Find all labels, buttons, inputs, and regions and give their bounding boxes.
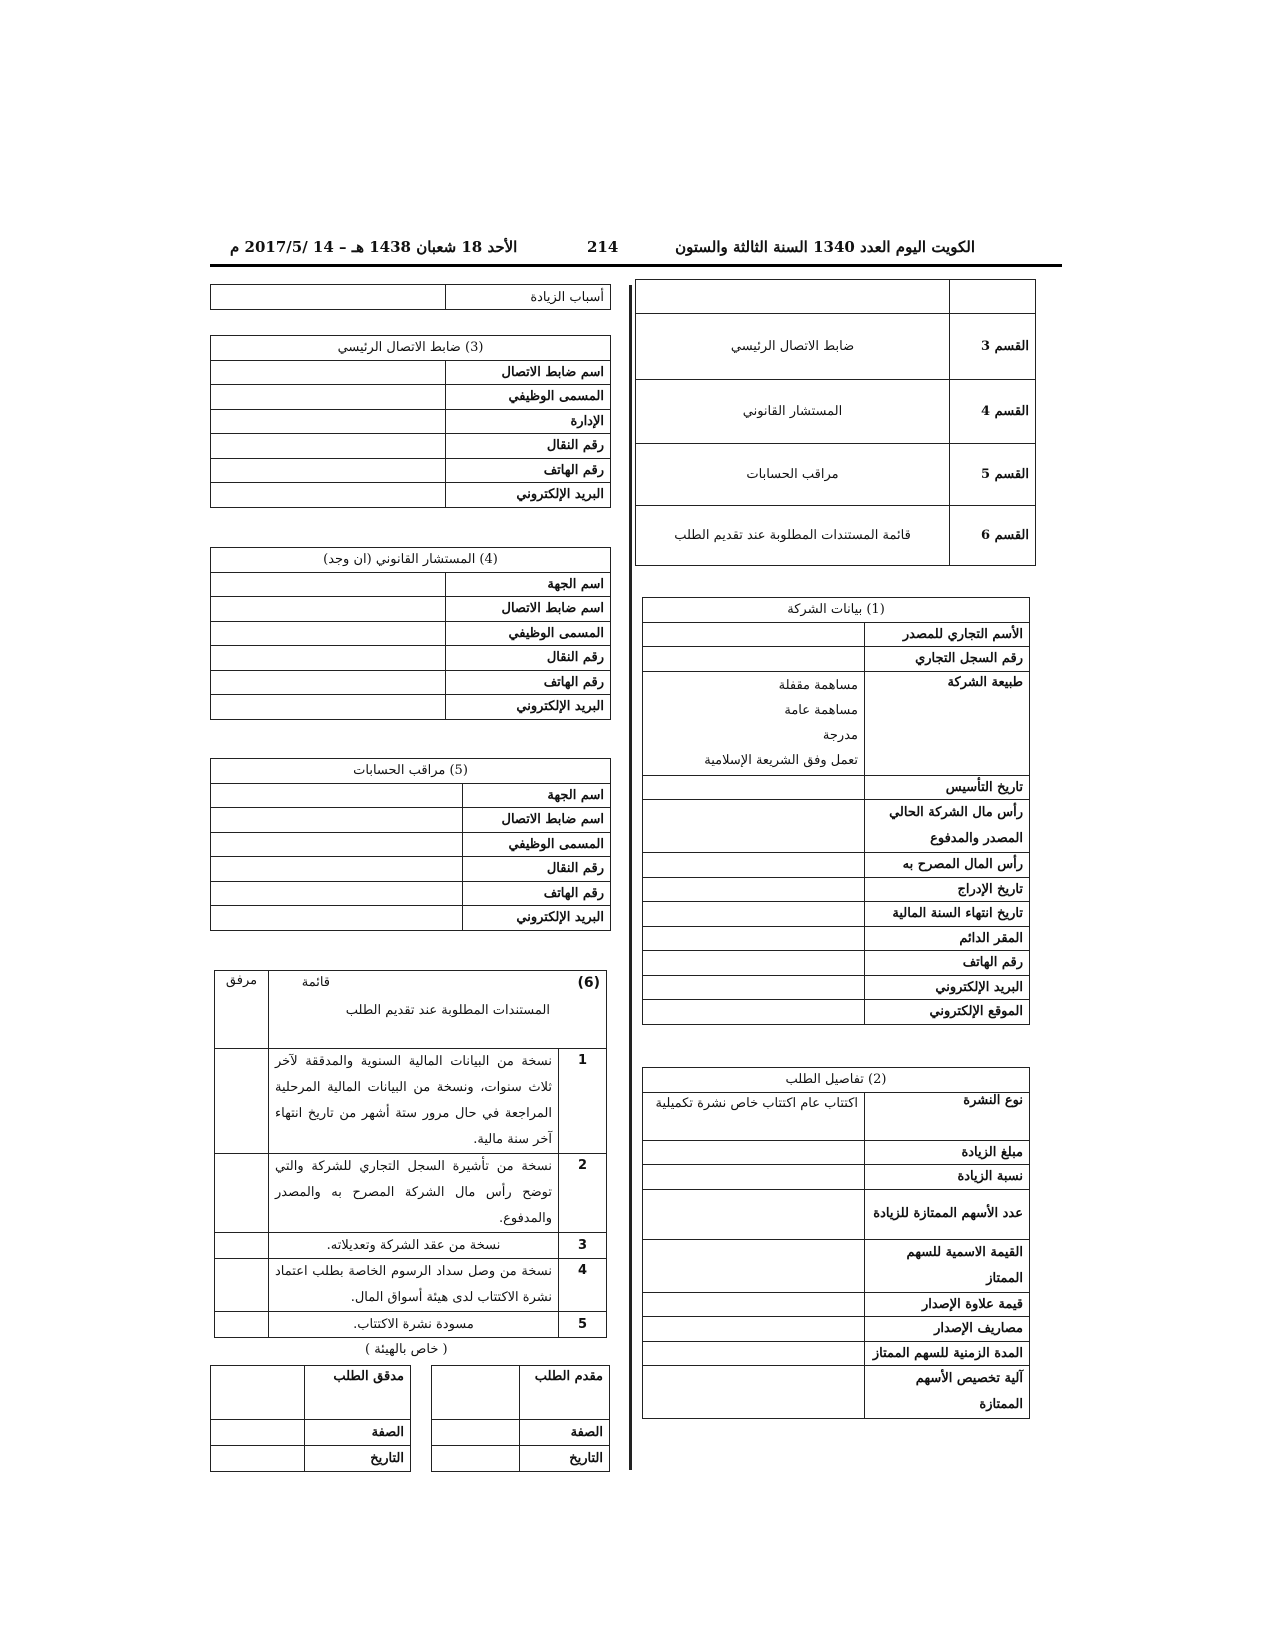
field-label: رقم الهاتف	[463, 881, 611, 906]
field-value[interactable]	[643, 1000, 865, 1025]
item-number: 1	[559, 1049, 607, 1154]
field-value[interactable]	[643, 1140, 865, 1165]
section6-table	[214, 970, 607, 1338]
field-value[interactable]	[643, 1317, 865, 1342]
index-name: مراقب الحسابات	[636, 444, 950, 506]
index-label: القسم 5	[950, 444, 1036, 506]
section6-number: (6)	[577, 975, 600, 991]
index-label: القسم 4	[950, 380, 1036, 444]
field-value[interactable]	[211, 881, 463, 906]
field-label: تاريخ التأسيس	[865, 775, 1030, 800]
attachment-header: مرفق	[215, 971, 269, 1049]
section2-table	[642, 1067, 1030, 1419]
field-label: اسم الجهة	[463, 783, 611, 808]
field-label: رقم النقال	[446, 434, 611, 459]
field-label: البريد الإلكتروني	[446, 483, 611, 508]
auditor-date-value[interactable]	[211, 1446, 305, 1472]
gazette-issue: الكويت اليوم العدد 1340 السنة الثالثة والستون	[675, 238, 975, 256]
field-label: قيمة علاوة الإصدار	[865, 1292, 1030, 1317]
index-label: القسم 3	[950, 314, 1036, 380]
section6-header	[269, 971, 607, 1049]
section1-title: (1) بيانات الشركة	[643, 598, 1030, 623]
field-label: المسمى الوظيفي	[446, 385, 611, 410]
field-value[interactable]	[211, 572, 446, 597]
field-value[interactable]	[211, 783, 463, 808]
field-value[interactable]	[643, 647, 865, 672]
field-value[interactable]	[211, 483, 446, 508]
field-value[interactable]	[211, 695, 446, 720]
applicant-date-value[interactable]	[432, 1446, 520, 1472]
field-label: المدة الزمنية للسهم الممتاز	[865, 1341, 1030, 1366]
attachment-checkbox[interactable]	[215, 1049, 269, 1154]
field-value[interactable]	[211, 808, 463, 833]
item-text: نسخة من تأشيرة السجل التجاري للشركة والتي توضح رأس مال الشركة المصرح به والمصدر والمدفوع.	[269, 1154, 559, 1233]
field-label: رقم الهاتف	[446, 670, 611, 695]
section6-list-word: قائمة	[301, 975, 330, 990]
field-value[interactable]	[211, 385, 446, 410]
field-value[interactable]	[211, 434, 446, 459]
reasons-table	[210, 284, 611, 310]
attachment-checkbox[interactable]	[215, 1154, 269, 1233]
reasons-value[interactable]	[211, 285, 446, 310]
field-label: القيمة الاسمية للسهم الممتاز	[865, 1239, 1030, 1292]
field-value[interactable]	[211, 670, 446, 695]
item-text: مسودة نشرة الاكتتاب.	[269, 1312, 559, 1338]
field-label: الإدارة	[446, 409, 611, 434]
reasons-label: أسباب الزيادة	[446, 285, 611, 310]
field-label: اسم ضابط الاتصال	[446, 360, 611, 385]
field-value[interactable]	[643, 877, 865, 902]
index-name: قائمة المستندات المطلوبة عند تقديم الطلب	[636, 506, 950, 566]
index-header-blank	[950, 280, 1036, 314]
prospectus-type-label: نوع النشرة	[865, 1092, 1030, 1140]
applicant-capacity-label: الصفة	[520, 1420, 610, 1446]
field-label: رأس مال الشركة الحالي المصدر والمدفوع	[865, 800, 1030, 853]
field-label: اسم ضابط الاتصال	[463, 808, 611, 833]
section1-table	[642, 597, 1030, 1025]
section2-title: (2) تفاصيل الطلب	[643, 1068, 1030, 1093]
field-label: المقر الدائم	[865, 926, 1030, 951]
field-value[interactable]	[211, 906, 463, 931]
applicant-capacity-value[interactable]	[432, 1420, 520, 1446]
index-label: القسم 6	[950, 506, 1036, 566]
attachment-checkbox[interactable]	[215, 1233, 269, 1259]
applicant-label: مقدم الطلب	[520, 1366, 610, 1420]
field-value[interactable]	[643, 1366, 865, 1419]
item-number: 5	[559, 1312, 607, 1338]
field-label: عدد الأسهم الممتازة للزيادة	[865, 1189, 1030, 1239]
field-value[interactable]	[643, 951, 865, 976]
sections-index-table	[635, 279, 1036, 566]
page-number: 214	[587, 238, 619, 256]
field-value[interactable]	[643, 800, 865, 853]
item-number: 2	[559, 1154, 607, 1233]
field-value[interactable]	[211, 597, 446, 622]
authority-note: ( خاص بالهيئة )	[365, 1342, 448, 1357]
field-label: رقم النقال	[463, 857, 611, 882]
field-value[interactable]	[643, 1239, 865, 1292]
field-label: رقم السجل التجاري	[865, 647, 1030, 672]
company-type-label: طبيعة الشركة	[865, 671, 1030, 775]
section3-title: (3) ضابط الاتصال الرئيسي	[211, 336, 611, 361]
item-text: نسخة من عقد الشركة وتعديلاته.	[269, 1233, 559, 1259]
field-label: رقم النقال	[446, 646, 611, 671]
field-label: الموقع الإلكتروني	[865, 1000, 1030, 1025]
option-sharia-compliant[interactable]: تعمل وفق الشريعة الإسلامية	[704, 752, 858, 768]
company-type-options[interactable]	[643, 671, 865, 775]
option-listed[interactable]: مدرجة	[822, 727, 858, 743]
field-value[interactable]	[643, 975, 865, 1000]
field-label: اسم الجهة	[446, 572, 611, 597]
section5-title: (5) مراقب الحسابات	[211, 759, 611, 784]
section6-subtitle: المستندات المطلوبة عند تقديم الطلب	[345, 1003, 550, 1018]
section5-table	[210, 758, 611, 931]
field-value[interactable]	[643, 926, 865, 951]
field-value[interactable]	[643, 902, 865, 927]
field-label: المسمى الوظيفي	[446, 621, 611, 646]
field-value[interactable]	[643, 1341, 865, 1366]
section3-table	[210, 335, 611, 508]
field-label: المسمى الوظيفي	[463, 832, 611, 857]
prospectus-type-options[interactable]: اكتتاب عام اكتتاب خاص نشرة تكميلية	[643, 1092, 865, 1140]
field-value[interactable]	[211, 360, 446, 385]
field-value[interactable]	[211, 621, 446, 646]
field-value[interactable]	[643, 1189, 865, 1239]
field-label: تاريخ انتهاء السنة المالية	[865, 902, 1030, 927]
field-value[interactable]	[643, 622, 865, 647]
column-divider	[629, 285, 632, 1470]
attachment-checkbox[interactable]	[215, 1312, 269, 1338]
field-label: رقم الهاتف	[865, 951, 1030, 976]
auditor-date-label: التاريخ	[305, 1446, 411, 1472]
field-value[interactable]	[211, 409, 446, 434]
field-value[interactable]	[643, 1292, 865, 1317]
field-value[interactable]	[211, 458, 446, 483]
item-number: 3	[559, 1233, 607, 1259]
field-label: مبلغ الزيادة	[865, 1140, 1030, 1165]
auditor-label: مدقق الطلب	[305, 1366, 411, 1420]
item-text: نسخة من البيانات المالية السنوية والمدققة لآخر ثلاث سنوات، ونسخة من البيانات المالية المرحلية المراجعة في حال مرور ستة أشهر من تاريخ انتهاء آخر سنة مالية.	[269, 1049, 559, 1154]
item-text: نسخة من وصل سداد الرسوم الخاصة بطلب اعتماد نشرة الاكتتاب لدى هيئة أسواق المال.	[269, 1259, 559, 1312]
auditor-capacity-value[interactable]	[211, 1420, 305, 1446]
auditor-signature[interactable]	[211, 1366, 305, 1420]
field-value[interactable]	[643, 775, 865, 800]
field-label: آلية تخصيص الأسهم الممتازة	[865, 1366, 1030, 1419]
field-label: البريد الإلكتروني	[865, 975, 1030, 1000]
auditor-table	[210, 1365, 411, 1472]
option-public-joint-stock[interactable]: مساهمة عامة	[784, 702, 858, 718]
item-number: 4	[559, 1259, 607, 1312]
option-closed-joint-stock[interactable]: مساهمة مقفلة	[778, 677, 858, 693]
field-label: البريد الإلكتروني	[463, 906, 611, 931]
issue-date: الأحد 18 شعبان 1438 هـ – 14 /2017/5 م	[230, 238, 518, 256]
index-name: المستشار القانوني	[636, 380, 950, 444]
field-value[interactable]	[211, 857, 463, 882]
field-label: اسم ضابط الاتصال	[446, 597, 611, 622]
section4-title: (4) المستشار القانوني (ان وجد)	[211, 548, 611, 573]
field-value[interactable]	[211, 646, 446, 671]
index-name: ضابط الاتصال الرئيسي	[636, 314, 950, 380]
field-label: مصاريف الإصدار	[865, 1317, 1030, 1342]
field-label: رأس المال المصرح به	[865, 853, 1030, 878]
section4-table	[210, 547, 611, 720]
field-value[interactable]	[643, 1165, 865, 1190]
applicant-date-label: التاريخ	[520, 1446, 610, 1472]
field-value[interactable]	[643, 853, 865, 878]
field-label: البريد الإلكتروني	[446, 695, 611, 720]
attachment-checkbox[interactable]	[215, 1259, 269, 1312]
field-label: رقم الهاتف	[446, 458, 611, 483]
field-label: الأسم التجاري للمصدر	[865, 622, 1030, 647]
auditor-capacity-label: الصفة	[305, 1420, 411, 1446]
field-value[interactable]	[211, 832, 463, 857]
field-label: تاريخ الإدراج	[865, 877, 1030, 902]
applicant-signature[interactable]	[432, 1366, 520, 1420]
field-label: نسبة الزيادة	[865, 1165, 1030, 1190]
applicant-table	[431, 1365, 610, 1472]
header-rule	[210, 264, 1062, 267]
